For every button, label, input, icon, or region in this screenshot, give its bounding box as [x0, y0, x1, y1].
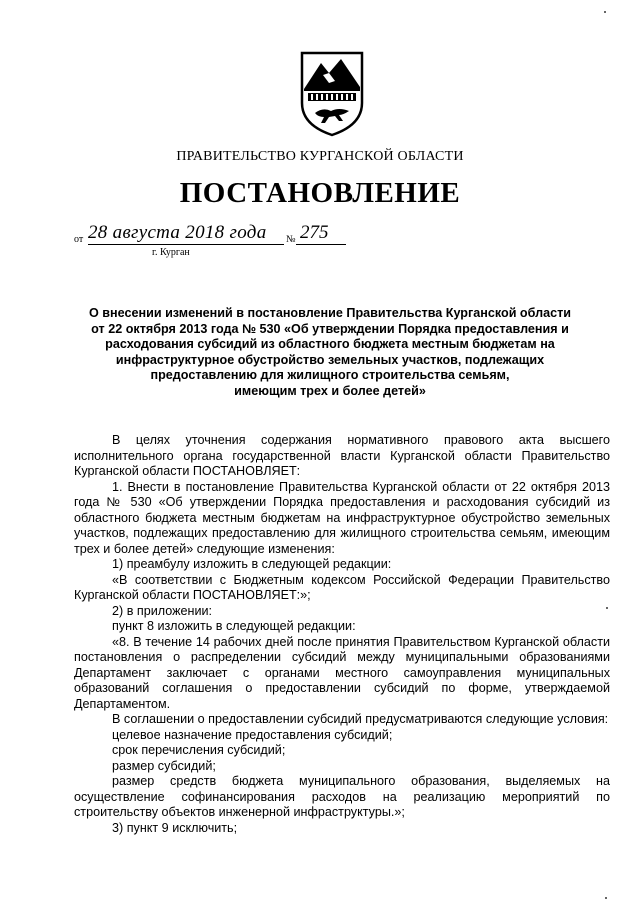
title-line: от 22 октября 2013 года № 530 «Об утверждении Порядка предоставления и [91, 321, 569, 336]
date-underline [88, 244, 284, 245]
paragraph-subitem-1: 1) преамбулу изложить в следующей редакции: [112, 557, 392, 571]
paragraph-condition: срок перечисления субсидий; [112, 743, 286, 757]
number-underline [296, 244, 346, 245]
title-line: предоставлению для жилищного строительства семьям, [150, 368, 510, 383]
title-line: имеющим трех и более детей» [234, 383, 426, 398]
document-dateline [74, 222, 374, 266]
number-label: № [286, 234, 296, 245]
paragraph-quote-preamble: «В соответствии с Бюджетным кодексом Российской Федерации Правительство Курганской области ПОСТАНОВЛЯЕТ:»; [74, 572, 610, 602]
paragraph-condition: размер средств бюджета муниципального образования, выделяемых на осуществление софинансирования расходов на реализацию мероприятий по строительству объектов инженерной инфраструктуры.»; [74, 774, 610, 819]
paragraph-item-1: 1. Внести в постановление Правительства Курганской области от 22 октября 2013 года № 530 «Об утверждении Порядка предоставления и расходования субсидий из областного бюджета местным бюджетам на инфраструктурное обустройство земельных участков, подлежащих предоставлению для жилищного строительства семьям, имеющим трех и более детей» следующие изменения: [74, 479, 610, 556]
paragraph-condition: размер субсидий; [112, 758, 216, 773]
document-type-heading: ПОСТАНОВЛЕНИЕ [179, 177, 461, 209]
date-prefix: от [74, 234, 84, 245]
document-title [60, 306, 600, 400]
paragraph-agreement-conditions: В соглашении о предоставлении субсидий предусматриваются следующие условия: [112, 712, 609, 726]
document-city: г. Курган [152, 247, 190, 258]
paragraph-quote-point-8: «8. В течение 14 рабочих дней после принятия Правительством Курганской области постановления о распределении субсидий между муниципальными образованиями Департамент заключает с органами местного самоуправления муниципальных образований соглашения о предоставлении субсидий по форме, утверждаемой Департаментом. [74, 634, 610, 711]
government-name: ПРАВИТЕЛЬСТВО КУРГАНСКОЙ ОБЛАСТИ [176, 149, 464, 164]
paragraph-subitem-2: 2) в приложении: [112, 603, 213, 618]
paragraph-subitem-3: 3) пункт 9 исключить; [112, 820, 238, 835]
coat-of-arms-emblem [299, 51, 365, 137]
document-body [74, 433, 610, 836]
paragraph-point-8: пункт 8 изложить в следующей редакции: [112, 619, 356, 633]
paragraph-condition: целевое назначение предоставления субсидий; [112, 727, 393, 742]
scan-speck [605, 897, 607, 899]
document-date: 28 августа 2018 года [88, 222, 267, 243]
title-line: О внесении изменений в постановление Правительства Курганской области [88, 306, 572, 320]
scan-speck [606, 607, 608, 609]
title-line: расходования субсидий из областного бюджета местным бюджетам на [105, 337, 555, 352]
scan-speck [604, 11, 606, 13]
paragraph-preamble: В целях уточнения содержания нормативного правового акта высшего исполнительного органа государственной власти Курганской области Правительство Курганской области ПОСТАНОВЛЯЕТ: [74, 433, 610, 478]
title-line: инфраструктурное обустройство земельных участков, подлежащих [115, 352, 545, 367]
document-number: 275 [300, 222, 329, 243]
